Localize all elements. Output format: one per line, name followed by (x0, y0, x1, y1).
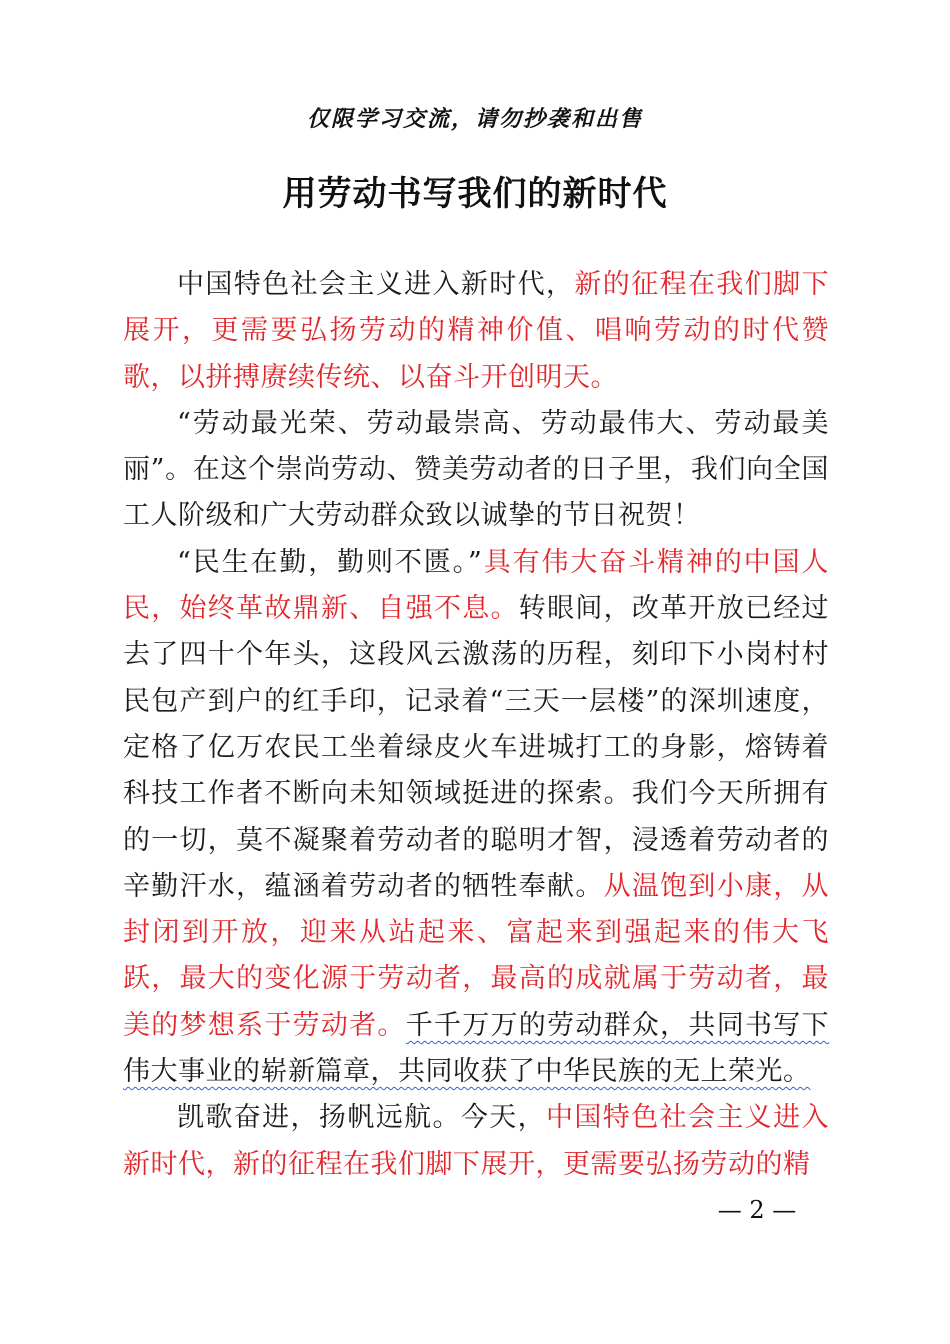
text-segment: “民生在勤，勤则不匮。” (177, 546, 483, 578)
paragraph-2 (123, 401, 829, 540)
text-segment: 中国特色社会主义进入新时代， (177, 269, 575, 300)
header-note: 仅限学习交流，请勿抄袭和出售 (306, 106, 643, 132)
wavy-underlined-text-segment: 千千万万的劳动群众，共同书写下伟大事业的崭新篇章，共同收获了中华民族的无上荣光。 (123, 1009, 830, 1088)
page-number: — 2 — (717, 1196, 797, 1224)
text-segment: 凯歌奋进，扬帆远航。今天， (177, 1102, 547, 1134)
text-segment: “劳动最光荣、劳动最崇高、劳动最伟大、劳动最美丽”。在这个崇尚劳动、赞美劳动者的日子里，我们向全国工人阶级和广大劳动群众致以诚挚的节日祝贺！ (123, 407, 829, 532)
page-title: 用劳动书写我们的新时代 (282, 174, 668, 214)
highlighted-text-segment: 中国特色社会主义进入新时代，新的征程在我们脚下展开，更需要弘扬劳动的精 (123, 1102, 830, 1180)
paragraph-4 (123, 1095, 829, 1188)
paragraph-1 (123, 262, 829, 401)
text-segment: 转眼间，改革开放已经过去了四十个年头，这段风云激荡的历程，刻印下小岗村村民包产到户的红手印，记录着“三天一层楼”的深圳速度，定格了亿万农民工坐着绿皮火车进城打工的身影，熔铸着科技工作者不断向未知领域挺进的探索。我们今天所拥有的一切，莫不凝聚着劳动者的聪明才智，浸透着劳动者的辛勤汗水，蕴涵着劳动者的牺牲奉献。 (123, 593, 830, 902)
paragraph-3 (123, 540, 829, 1096)
article-body (123, 262, 829, 1188)
highlighted-text-segment: 从温饱到小康，从封闭到开放，迎来从站起来、富起来到强起来的伟大飞跃，最大的变化源于劳动者，最高的成就属于劳动者，最美的梦想系于劳动者。 (123, 870, 830, 1041)
highlighted-text-segment: 具有伟大奋斗精神的中国人民，始终革故鼎新、自强不息。 (123, 546, 829, 625)
highlighted-text-segment: 新的征程在我们脚下展开，更需要弘扬劳动的精神价值、唱响劳动的时代赞歌，以拼搏赓续传统、以奋斗开创明天。 (123, 269, 830, 393)
